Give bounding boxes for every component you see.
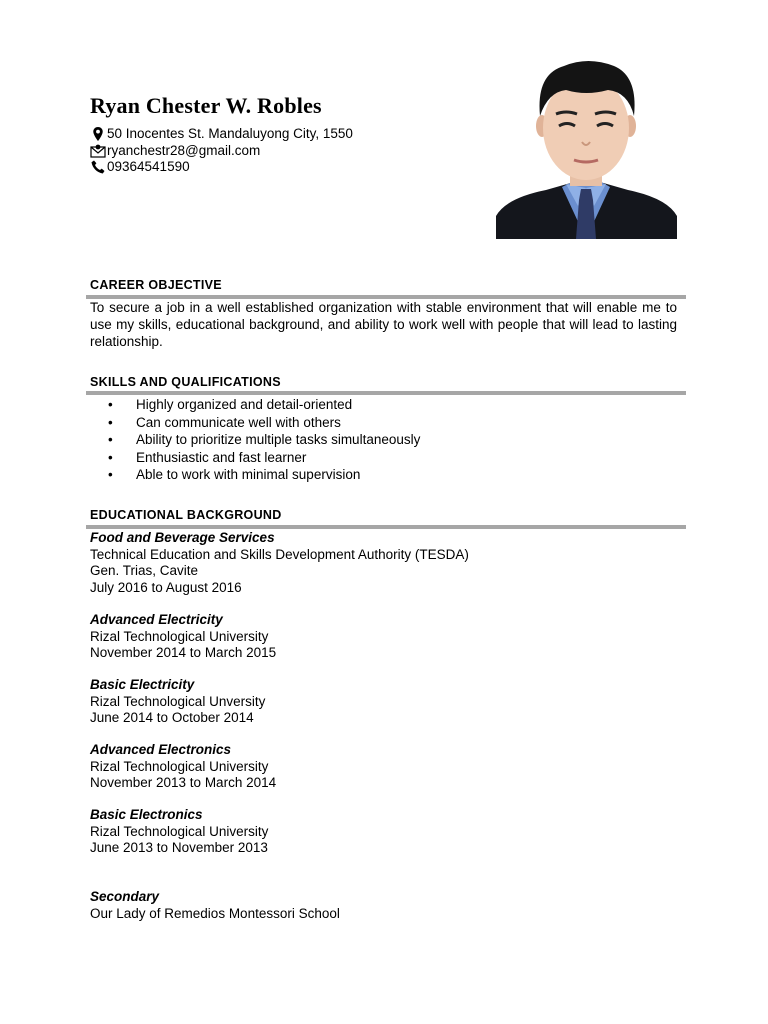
envelope-icon <box>90 143 106 159</box>
list-item <box>108 449 420 467</box>
school-name: Rizal Technological University <box>90 758 269 774</box>
date-range: July 2016 to August 2016 <box>90 579 242 595</box>
school-location: Gen. Trias, Cavite <box>90 563 199 578</box>
course-title: Secondary <box>90 889 160 904</box>
phone-row <box>90 159 353 176</box>
profile-photo <box>496 56 677 239</box>
course-title: Basic Electronics <box>90 807 203 822</box>
skills-list <box>108 396 420 484</box>
course-title: Food and Beverage Services <box>90 530 275 545</box>
education-entry <box>90 612 276 662</box>
email-row <box>90 143 353 160</box>
school-name: Our Lady of Remedios Montessori School <box>90 905 340 921</box>
email-text: ryanchestr28@gmail.com <box>107 142 261 158</box>
course-title: Advanced Electricity <box>90 612 223 627</box>
address-text: 50 Inocentes St. Mandaluyong City, 1550 <box>107 126 353 141</box>
date-range: June 2014 to October 2014 <box>90 710 254 725</box>
date-range: November 2013 to March 2014 <box>90 775 277 790</box>
school-name: Rizal Technological Unversity <box>90 693 266 709</box>
career-objective-text: To secure a job in a well established organization with stable environment that will enable me to use my skills, educational background, and ability to work well with people that will lead to lasting relationship. <box>90 300 677 349</box>
skill-text: Able to work with minimal supervision <box>136 467 361 482</box>
address-row <box>90 126 353 143</box>
list-item <box>108 396 420 414</box>
location-pin-icon <box>90 126 106 142</box>
education-entry <box>90 530 469 596</box>
school-name: Technical Education and Skills Development Authority (TESDA) <box>90 546 469 562</box>
skill-text: Ability to prioritize multiple tasks simultaneously <box>136 432 421 447</box>
applicant-name: Ryan Chester W. Robles <box>90 93 322 118</box>
education-entry <box>90 889 340 922</box>
list-item <box>108 414 420 432</box>
course-title: Advanced Electronics <box>90 742 232 757</box>
skill-text: Can communicate well with others <box>136 414 341 430</box>
phone-icon <box>90 159 106 175</box>
education-heading: EDUCATIONAL BACKGROUND <box>90 508 282 522</box>
bullet: • <box>108 467 113 482</box>
education-entry <box>90 742 276 792</box>
bullet: • <box>108 397 113 412</box>
section-divider <box>86 295 686 299</box>
education-entry <box>90 677 265 727</box>
career-objective-heading: CAREER OBJECTIVE <box>90 278 222 292</box>
list-item <box>108 466 420 484</box>
skill-text: Enthusiastic and fast learner <box>136 449 307 465</box>
list-item <box>108 431 420 449</box>
date-range: November 2014 to March 2015 <box>90 645 277 660</box>
skill-text: Highly organized and detail-oriented <box>136 397 353 412</box>
bullet: • <box>108 449 113 465</box>
section-divider <box>86 391 686 395</box>
education-entry <box>90 807 268 857</box>
school-name: Rizal Technological University <box>90 628 269 644</box>
course-title: Basic Electricity <box>90 677 195 692</box>
school-name: Rizal Technological University <box>90 823 269 839</box>
section-divider <box>86 525 686 529</box>
bullet: • <box>108 432 113 447</box>
date-range: June 2013 to November 2013 <box>90 840 268 855</box>
contact-info <box>90 126 353 176</box>
skills-heading: SKILLS AND QUALIFICATIONS <box>90 375 281 389</box>
bullet: • <box>108 414 113 430</box>
phone-text: 09364541590 <box>107 159 190 174</box>
